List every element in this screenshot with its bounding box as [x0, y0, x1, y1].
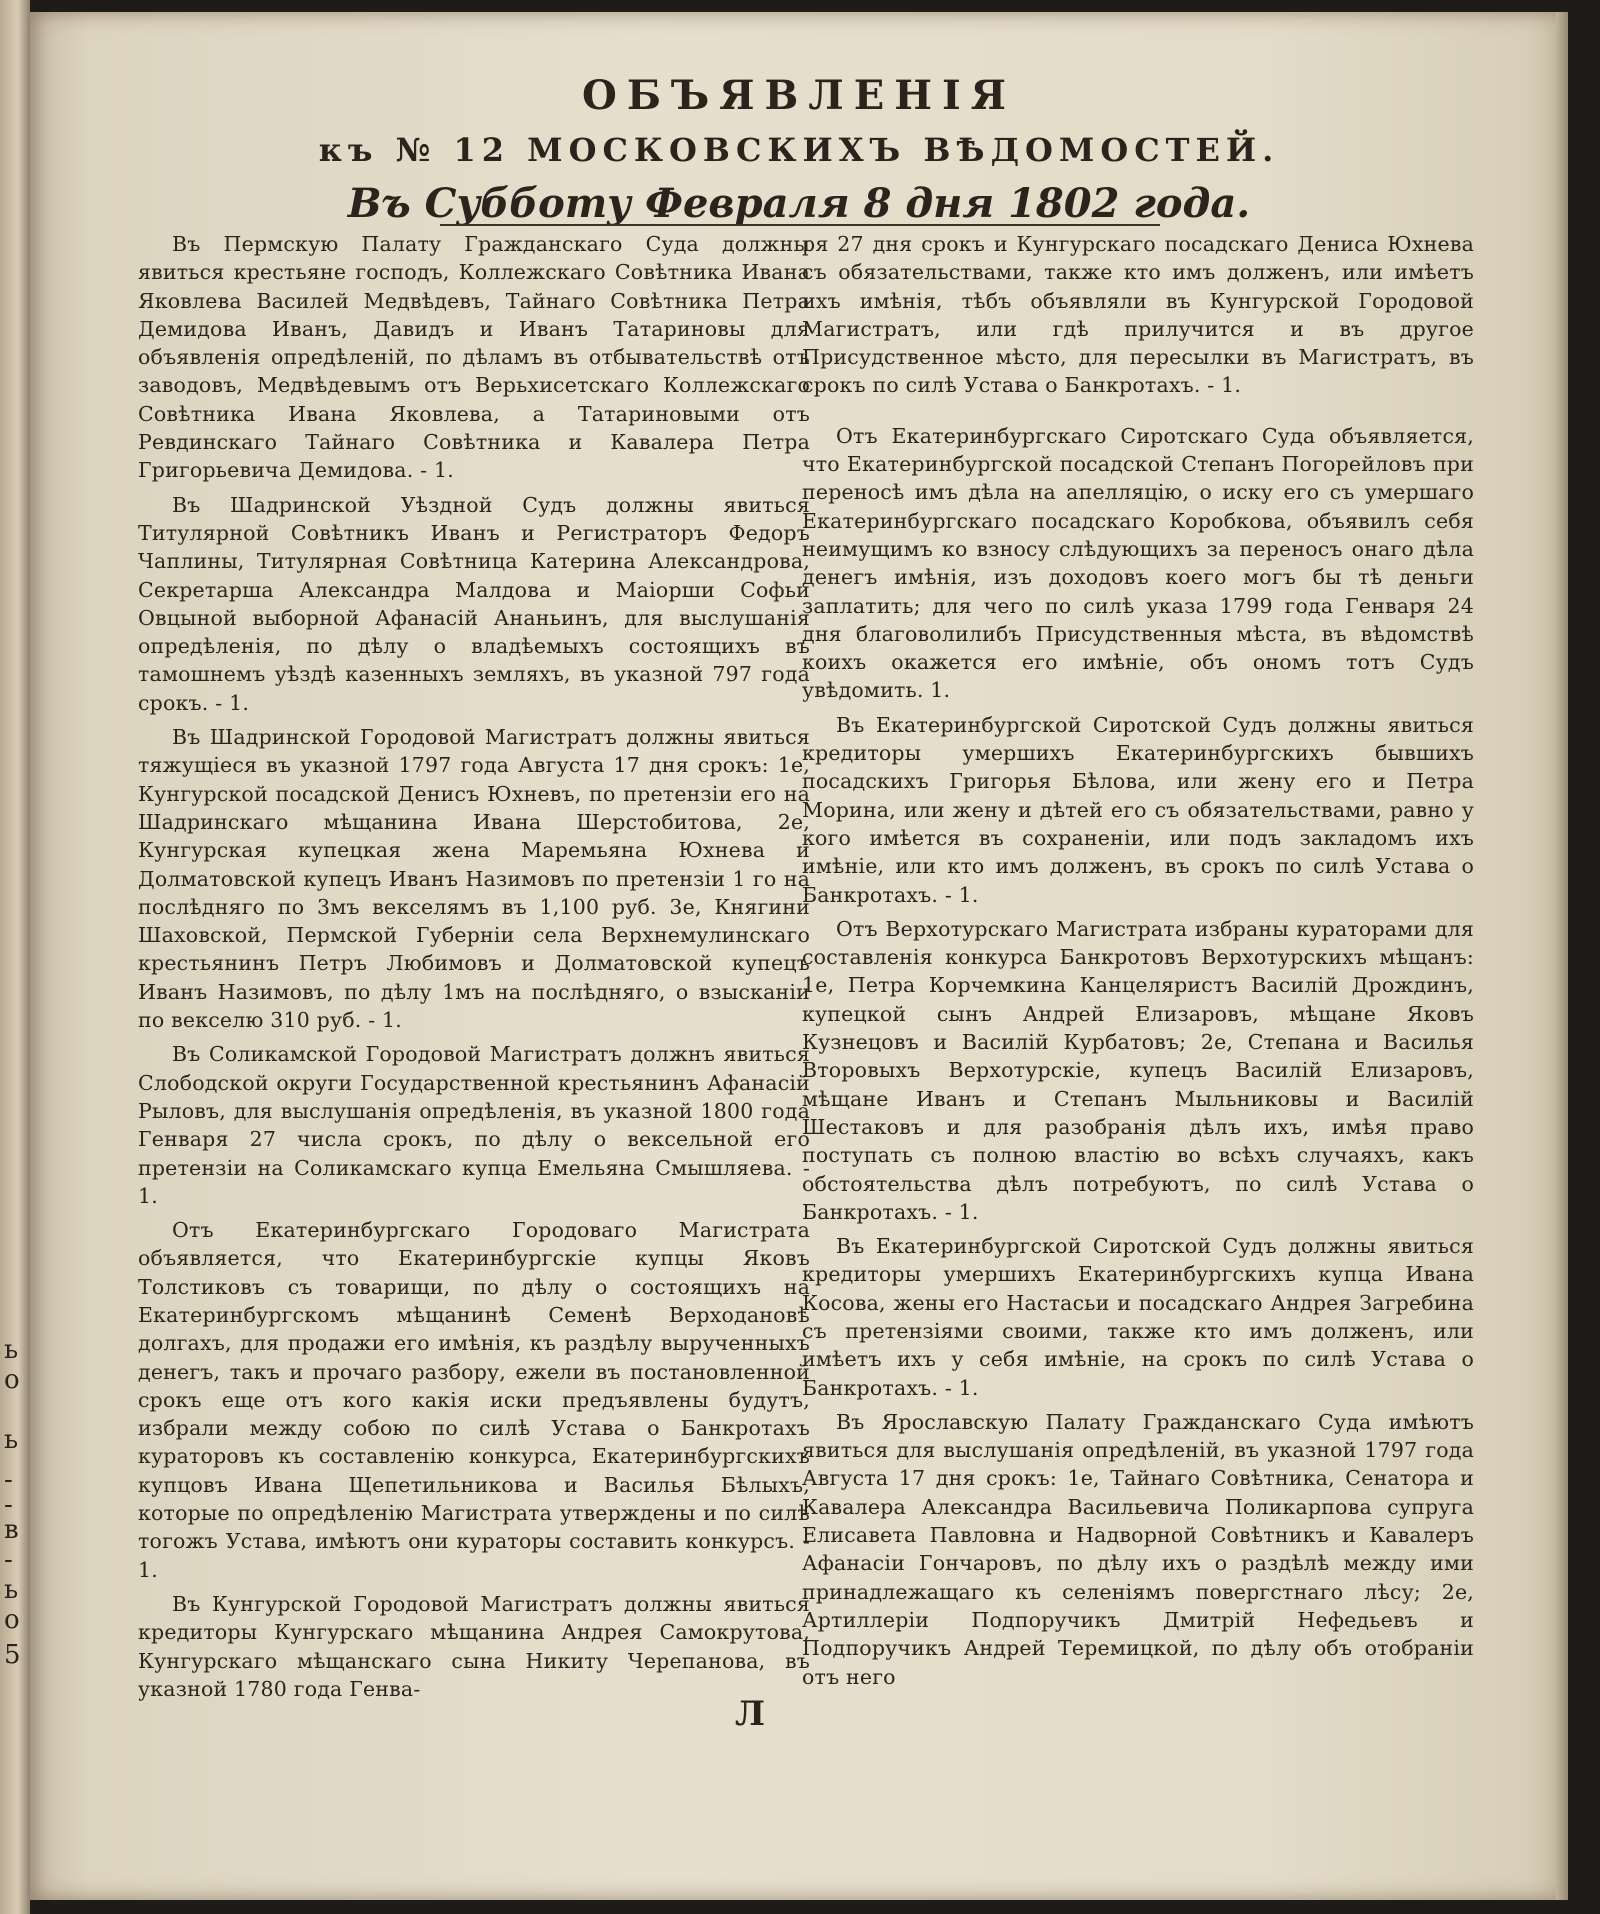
- margin-mark: ь: [4, 1425, 19, 1455]
- left-column: [138, 230, 810, 1709]
- margin-mark: 5: [4, 1640, 21, 1670]
- right-column: [802, 230, 1474, 1697]
- margin-marks: [2, 0, 28, 1914]
- margin-mark: о: [4, 1365, 20, 1395]
- margin-mark: о: [4, 1605, 20, 1635]
- announcement: Въ Кунгурской Городовой Магистратъ должны явиться кредиторы Кунгурскаго мѣщанина Андрея Самокрутова, Кунгурскаго мѣщанскаго сына Никиту Черепанова, въ указной 1780 года Генва-: [138, 1591, 810, 1701]
- header-rule: [440, 224, 1160, 226]
- announcement: Въ Соликамской Городовой Магистратъ должнъ явиться Слободской округи Государственной крестьянинъ Афанасій Рыловъ, для выслушанія опредѣленія, въ указной 1800 года Генваря 27 числа срокъ, по дѣлу о вексельной его претензіи на Соликамскаго купца Емельяна Смышляева. - 1.: [138, 1042, 810, 1208]
- margin-mark: ь: [4, 1335, 19, 1365]
- announcement: Отъ Екатеринбургскаго Сиротскаго Суда объявляется, что Екатеринбургской посадской Степанъ Погорейловъ при переносѣ имъ дѣла на апелляцію, о иску его съ умершаго Екатеринбургскаго посадскаго Коробкова, объявилъ себя неимущимъ ко взносу слѣдующихъ за переносъ онаго дѣла денегъ имѣнія, изъ доходовъ коего могъ бы тѣ деньги заплатить; для чего по силѣ указа 1799 года Генваря 24 дня благоволилибъ Присудственныя мѣста, въ вѣдомствѣ коихъ окажется его имѣніе, объ ономъ тотъ Судъ увѣдомить. 1.: [802, 423, 1474, 703]
- newspaper-page: [30, 12, 1568, 1900]
- margin-mark: в: [4, 1515, 19, 1545]
- page-header: [30, 72, 1568, 230]
- page-title: ОБЪЯВЛЕНІЯ: [581, 72, 1016, 119]
- announcement: ря 27 дня срокъ и Кунгурскаго посадскаго Дениса Юхнева съ обязательствами, также кто имъ долженъ, или имѣетъ ихъ имѣнія, тѣбъ объявляли въ Кунгурской Городовой Магистратъ, или гдѣ прилучится и въ другое Присудственное мѣсто, для пересылки въ Магистратъ, въ срокъ по силѣ Устава о Банкротахъ. - 1.: [802, 232, 1474, 398]
- page-subtitle: къ № 12 МОСКОВСКИХЪ ВѢДОМОСТЕЙ.: [318, 131, 1280, 169]
- announcement: Въ Шадринской Городовой Магистратъ должны явиться тяжущіеся въ указной 1797 года Августа 17 дня срокъ: 1е, Кунгурской посадской Денисъ Юхневъ, по претензіи его на Шадринскаго мѣщанина Ивана Шерстобитова, 2е, Кунгурская купецкая жена Маремьяна Юхнева и Долматовской купецъ Иванъ Назимовъ по претензіи 1 го на послѣдняго по 3мъ векселямъ въ 1,100 руб. 3е, Княгини Шаховской, Пермской Губерніи села Верхнемулинскаго крестьянинъ Петръ Любимовъ и Долматовской купецъ Иванъ Назимовъ, по дѣлу 1мъ на послѣдняго, о взысканіи по векселю 310 руб. - 1.: [138, 725, 810, 1033]
- announcement: Отъ Екатеринбургскаго Городоваго Магистрата объявляется, что Екатеринбургскіе купцы Яковъ Толстиковъ съ товарищи, по дѣлу о состоящихъ на Екатеринбургскомъ мѣщанинѣ Семенѣ Верходановѣ долгахъ, для продажи его имѣнія, къ раздѣлу вырученныхъ денегъ, такъ и прочаго разбору, ежели въ постановленной срокъ еще отъ кого какія иски предъявлены будутъ, избрали между собою по силѣ Устава о Банкротахъ кураторовъ къ составленію конкурса, Екатеринбургскихъ купцовъ Ивана Щепетильникова и Василья Бѣлыхъ, которые по опредѣленію Магистрата утверждены и по силѣ тогожъ Устава, имѣютъ они кураторы составить конкурсъ. - 1.: [138, 1218, 810, 1582]
- page-edge: [1556, 12, 1568, 1900]
- margin-mark: -: [4, 1490, 13, 1520]
- date-line: Въ Субботу Февраля 8 дня 1802 года.: [347, 180, 1251, 227]
- announcement: Въ Шадринской Уѣздной Судъ должны явиться Титулярной Совѣтникъ Иванъ и Регистраторъ Федоръ Чаплины, Титулярная Совѣтница Катерина Александрова, Секретарша Александра Малдова и Маіорши Софьи Овцыной выборной Афанасій Ананьинъ, для выслушанія опредѣленія, по дѣлу о владѣемыхъ состоящихъ въ тамошнемъ уѣздѣ казенныхъ земляхъ, въ указной 797 года срокъ. - 1.: [138, 492, 810, 715]
- margin-mark: -: [4, 1465, 13, 1495]
- announcement: Въ Екатеринбургской Сиротской Судъ должны явиться кредиторы умершихъ Екатеринбургскихъ купца Ивана Косова, жены его Настасьи и посадскаго Андрея Загребина съ претензіями своими, также кто имъ долженъ, или имѣетъ ихъ у себя имѣніе, на срокъ по силѣ Устава о Банкротахъ. - 1.: [802, 1234, 1474, 1400]
- margin-mark: ь: [4, 1575, 19, 1605]
- announcement: Въ Ярославскую Палату Гражданскаго Суда имѣютъ явиться для выслушанія опредѣленій, въ указной 1797 года Августа 17 дня срокъ: 1е, Тайнаго Совѣтника, Сенатора и Кавалера Александра Васильевича Поликарпова супруга Елисавета Павловна и Надворной Совѣтникъ и Кавалеръ Афанасіи Гончаровъ, по дѣлу ихъ о раздѣлѣ между ими принадлежащаго къ селеніямъ повергстнаго лѣсу; 2е, Артиллеріи Подпоручикъ Дмитрій Нефедьевъ и Подпоручикъ Андрей Теремицкой, по дѣлу объ отобраніи отъ него: [802, 1409, 1474, 1689]
- announcement: Въ Екатеринбургской Сиротской Судъ должны явиться кредиторы умершихъ Екатеринбургскихъ бывшихъ посадскихъ Григорья Бѣлова, или жену его и Петра Морина, или жену и дѣтей его съ обязательствами, равно у кого имѣется въ сохраненіи, или подъ закладомъ ихъ имѣніе, или кто имъ долженъ, въ срокъ по силѣ Устава о Банкротахъ. - 1.: [802, 712, 1474, 907]
- announcement: Отъ Верхотурскаго Магистрата избраны кураторами для составленія конкурса Банкротовъ Верхотурскихъ мѣщанъ: 1е, Петра Корчемкина Канцеляристъ Василій Дрождинъ, купецкой сынъ Андрей Елизаровъ, мѣщане Яковъ Кузнецовъ и Василій Курбатовъ; 2е, Степана и Василья Второвыхъ Верхотурскіе, купецъ Василій Елизаровъ, мѣщане Иванъ и Степанъ Мыльниковы и Василій Шестаковъ и для разобранія дѣлъ ихъ, имѣя право поступать съ полною властію во всѣхъ случаяхъ, какъ обстоятельства дѣлъ потребуютъ, по силѣ Устава о Банкротахъ. - 1.: [802, 916, 1474, 1224]
- announcement: Въ Пермскую Палату Гражданскаго Суда должны явиться крестьяне господъ, Коллежскаго Совѣтника Ивана Яковлева Василей Медвѣдевъ, Тайнаго Совѣтника Петра Демидова Иванъ, Давидъ и Иванъ Татариновы для объявленія опредѣленій, по дѣламъ въ отбывательствѣ отъ заводовъ, Медвѣдевымъ отъ Верьхисетскаго Коллежскаго Совѣтника Ивана Яковлева, а Татариновыми отъ Ревдинскаго Тайнаго Совѣтника и Кавалера Петра Григорьевича Демидова. - 1.: [138, 232, 810, 483]
- signature-mark: Л: [734, 1694, 766, 1734]
- previous-page-edge: [0, 0, 30, 1914]
- margin-mark: -: [4, 1545, 13, 1575]
